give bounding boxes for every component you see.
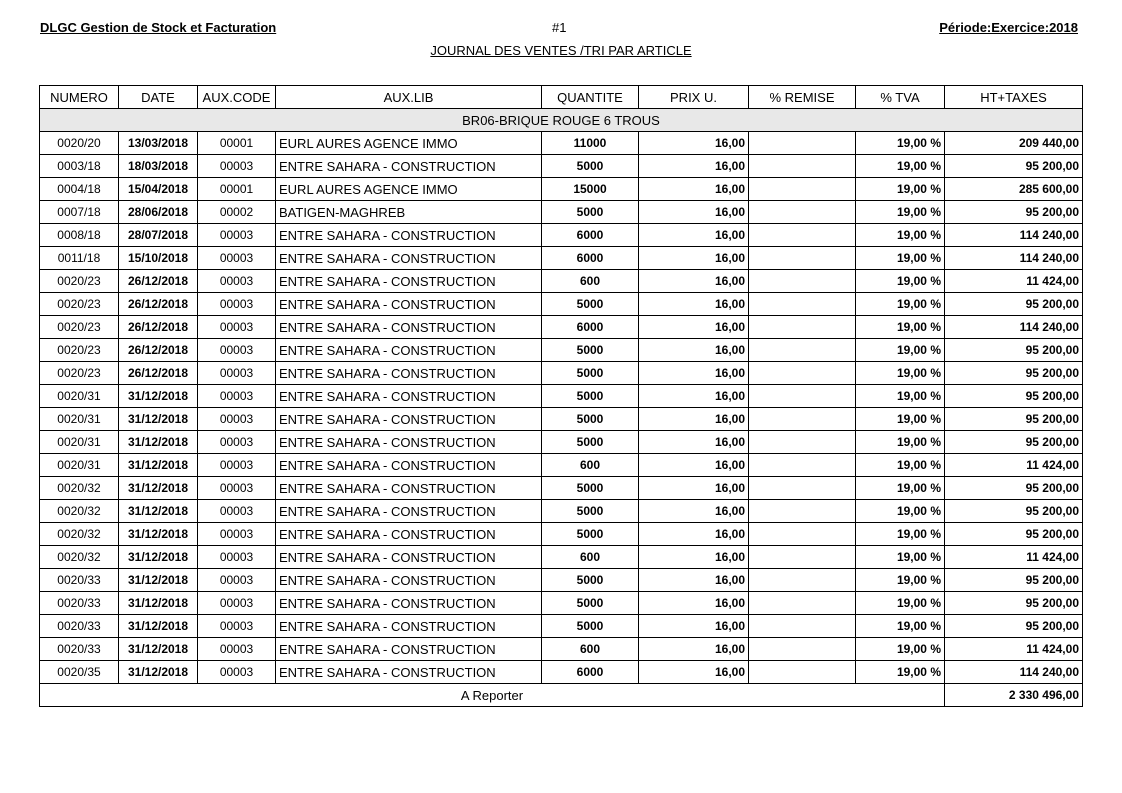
cell-numero: 0020/23 xyxy=(40,270,119,293)
table-row xyxy=(40,201,1083,224)
cell-prix-u: 16,00 xyxy=(639,316,749,339)
cell-tva: 19,00 % xyxy=(856,155,945,178)
col-header-numero: NUMERO xyxy=(40,86,119,109)
cell-date: 26/12/2018 xyxy=(119,293,198,316)
table-row xyxy=(40,293,1083,316)
cell-prix-u: 16,00 xyxy=(639,339,749,362)
table-row xyxy=(40,500,1083,523)
cell-aux-code: 00003 xyxy=(198,362,276,385)
cell-aux-lib: ENTRE SAHARA - CONSTRUCTION xyxy=(276,661,542,684)
cell-tva: 19,00 % xyxy=(856,569,945,592)
col-header-quantite: QUANTITE xyxy=(542,86,639,109)
cell-date: 13/03/2018 xyxy=(119,132,198,155)
table-row xyxy=(40,661,1083,684)
cell-aux-code: 00003 xyxy=(198,316,276,339)
cell-quantite: 5000 xyxy=(542,362,639,385)
cell-aux-lib: ENTRE SAHARA - CONSTRUCTION xyxy=(276,316,542,339)
cell-aux-code: 00003 xyxy=(198,500,276,523)
cell-tva: 19,00 % xyxy=(856,615,945,638)
cell-ht-taxes: 95 200,00 xyxy=(945,477,1083,500)
cell-date: 18/03/2018 xyxy=(119,155,198,178)
cell-aux-lib: ENTRE SAHARA - CONSTRUCTION xyxy=(276,454,542,477)
cell-tva: 19,00 % xyxy=(856,592,945,615)
table-footer-row xyxy=(40,684,1083,707)
cell-remise xyxy=(749,569,856,592)
table-row xyxy=(40,454,1083,477)
cell-tva: 19,00 % xyxy=(856,638,945,661)
cell-aux-lib: EURL AURES AGENCE IMMO xyxy=(276,132,542,155)
cell-prix-u: 16,00 xyxy=(639,431,749,454)
cell-aux-lib: ENTRE SAHARA - CONSTRUCTION xyxy=(276,408,542,431)
table-row xyxy=(40,385,1083,408)
cell-aux-lib: ENTRE SAHARA - CONSTRUCTION xyxy=(276,339,542,362)
cell-quantite: 5000 xyxy=(542,385,639,408)
cell-prix-u: 16,00 xyxy=(639,546,749,569)
cell-tva: 19,00 % xyxy=(856,247,945,270)
cell-prix-u: 16,00 xyxy=(639,247,749,270)
table-row xyxy=(40,178,1083,201)
cell-remise xyxy=(749,592,856,615)
cell-aux-lib: ENTRE SAHARA - CONSTRUCTION xyxy=(276,362,542,385)
carry-forward-label: A Reporter xyxy=(40,684,945,707)
cell-prix-u: 16,00 xyxy=(639,615,749,638)
table-row xyxy=(40,362,1083,385)
cell-ht-taxes: 95 200,00 xyxy=(945,431,1083,454)
cell-numero: 0020/33 xyxy=(40,615,119,638)
cell-ht-taxes: 114 240,00 xyxy=(945,224,1083,247)
cell-quantite: 15000 xyxy=(542,178,639,201)
cell-prix-u: 16,00 xyxy=(639,454,749,477)
cell-date: 31/12/2018 xyxy=(119,454,198,477)
cell-aux-lib: EURL AURES AGENCE IMMO xyxy=(276,178,542,201)
cell-remise xyxy=(749,477,856,500)
cell-aux-lib: ENTRE SAHARA - CONSTRUCTION xyxy=(276,293,542,316)
cell-numero: 0020/32 xyxy=(40,477,119,500)
cell-prix-u: 16,00 xyxy=(639,155,749,178)
cell-remise xyxy=(749,316,856,339)
col-header-ht-taxes: HT+TAXES xyxy=(945,86,1083,109)
cell-tva: 19,00 % xyxy=(856,500,945,523)
cell-tva: 19,00 % xyxy=(856,454,945,477)
cell-ht-taxes: 95 200,00 xyxy=(945,293,1083,316)
cell-numero: 0020/33 xyxy=(40,638,119,661)
cell-numero: 0020/31 xyxy=(40,408,119,431)
cell-numero: 0011/18 xyxy=(40,247,119,270)
cell-aux-lib: ENTRE SAHARA - CONSTRUCTION xyxy=(276,247,542,270)
cell-numero: 0020/35 xyxy=(40,661,119,684)
cell-aux-lib: ENTRE SAHARA - CONSTRUCTION xyxy=(276,224,542,247)
cell-aux-code: 00003 xyxy=(198,224,276,247)
cell-date: 28/07/2018 xyxy=(119,224,198,247)
table-row xyxy=(40,316,1083,339)
col-header-aux-lib: AUX.LIB xyxy=(276,86,542,109)
cell-aux-lib: ENTRE SAHARA - CONSTRUCTION xyxy=(276,155,542,178)
cell-date: 31/12/2018 xyxy=(119,408,198,431)
table-row xyxy=(40,247,1083,270)
cell-remise xyxy=(749,385,856,408)
group-header-row xyxy=(40,109,1083,132)
cell-numero: 0007/18 xyxy=(40,201,119,224)
cell-prix-u: 16,00 xyxy=(639,661,749,684)
cell-aux-code: 00003 xyxy=(198,339,276,362)
cell-quantite: 5000 xyxy=(542,500,639,523)
cell-ht-taxes: 95 200,00 xyxy=(945,615,1083,638)
cell-date: 31/12/2018 xyxy=(119,638,198,661)
cell-quantite: 5000 xyxy=(542,477,639,500)
cell-date: 15/10/2018 xyxy=(119,247,198,270)
app-title: DLGC Gestion de Stock et Facturation xyxy=(40,20,277,35)
cell-aux-lib: ENTRE SAHARA - CONSTRUCTION xyxy=(276,592,542,615)
cell-ht-taxes: 114 240,00 xyxy=(945,247,1083,270)
cell-ht-taxes: 95 200,00 xyxy=(945,201,1083,224)
table-row xyxy=(40,638,1083,661)
cell-remise xyxy=(749,270,856,293)
cell-prix-u: 16,00 xyxy=(639,224,749,247)
cell-numero: 0020/33 xyxy=(40,569,119,592)
cell-aux-code: 00003 xyxy=(198,477,276,500)
cell-ht-taxes: 11 424,00 xyxy=(945,454,1083,477)
col-header-prix-u: PRIX U. xyxy=(639,86,749,109)
table-row xyxy=(40,546,1083,569)
cell-date: 26/12/2018 xyxy=(119,270,198,293)
page-number: #1 xyxy=(552,20,567,35)
cell-remise xyxy=(749,615,856,638)
table-header-row xyxy=(40,86,1083,109)
cell-ht-taxes: 11 424,00 xyxy=(945,546,1083,569)
cell-prix-u: 16,00 xyxy=(639,385,749,408)
cell-quantite: 5000 xyxy=(542,293,639,316)
cell-date: 31/12/2018 xyxy=(119,385,198,408)
cell-remise xyxy=(749,431,856,454)
cell-numero: 0020/31 xyxy=(40,385,119,408)
cell-remise xyxy=(749,661,856,684)
sales-journal-table xyxy=(39,85,1083,707)
cell-ht-taxes: 95 200,00 xyxy=(945,408,1083,431)
cell-remise xyxy=(749,247,856,270)
cell-numero: 0020/32 xyxy=(40,546,119,569)
cell-aux-code: 00003 xyxy=(198,592,276,615)
cell-tva: 19,00 % xyxy=(856,270,945,293)
col-header-tva: % TVA xyxy=(856,86,945,109)
cell-aux-code: 00003 xyxy=(198,385,276,408)
cell-remise xyxy=(749,201,856,224)
table-row xyxy=(40,339,1083,362)
cell-aux-lib: ENTRE SAHARA - CONSTRUCTION xyxy=(276,638,542,661)
cell-quantite: 6000 xyxy=(542,247,639,270)
cell-prix-u: 16,00 xyxy=(639,500,749,523)
cell-date: 31/12/2018 xyxy=(119,615,198,638)
cell-tva: 19,00 % xyxy=(856,224,945,247)
cell-quantite: 5000 xyxy=(542,408,639,431)
cell-ht-taxes: 95 200,00 xyxy=(945,362,1083,385)
cell-aux-code: 00003 xyxy=(198,569,276,592)
cell-tva: 19,00 % xyxy=(856,408,945,431)
cell-ht-taxes: 95 200,00 xyxy=(945,523,1083,546)
cell-tva: 19,00 % xyxy=(856,661,945,684)
cell-ht-taxes: 95 200,00 xyxy=(945,500,1083,523)
cell-aux-lib: ENTRE SAHARA - CONSTRUCTION xyxy=(276,523,542,546)
cell-aux-code: 00003 xyxy=(198,546,276,569)
cell-tva: 19,00 % xyxy=(856,178,945,201)
cell-quantite: 6000 xyxy=(542,661,639,684)
cell-ht-taxes: 209 440,00 xyxy=(945,132,1083,155)
cell-ht-taxes: 95 200,00 xyxy=(945,339,1083,362)
cell-quantite: 5000 xyxy=(542,592,639,615)
cell-remise xyxy=(749,638,856,661)
table-row xyxy=(40,431,1083,454)
cell-remise xyxy=(749,546,856,569)
cell-tva: 19,00 % xyxy=(856,201,945,224)
cell-ht-taxes: 114 240,00 xyxy=(945,316,1083,339)
cell-tva: 19,00 % xyxy=(856,477,945,500)
cell-quantite: 5000 xyxy=(542,431,639,454)
cell-date: 31/12/2018 xyxy=(119,546,198,569)
cell-remise xyxy=(749,339,856,362)
cell-numero: 0020/31 xyxy=(40,454,119,477)
cell-quantite: 5000 xyxy=(542,523,639,546)
table-row xyxy=(40,224,1083,247)
cell-quantite: 5000 xyxy=(542,569,639,592)
cell-ht-taxes: 114 240,00 xyxy=(945,661,1083,684)
cell-aux-lib: BATIGEN-MAGHREB xyxy=(276,201,542,224)
table-row xyxy=(40,615,1083,638)
cell-aux-code: 00003 xyxy=(198,638,276,661)
cell-numero: 0004/18 xyxy=(40,178,119,201)
cell-ht-taxes: 95 200,00 xyxy=(945,569,1083,592)
cell-date: 31/12/2018 xyxy=(119,500,198,523)
table-row xyxy=(40,523,1083,546)
cell-date: 31/12/2018 xyxy=(119,592,198,615)
cell-remise xyxy=(749,224,856,247)
cell-numero: 0020/32 xyxy=(40,523,119,546)
cell-aux-lib: ENTRE SAHARA - CONSTRUCTION xyxy=(276,477,542,500)
cell-prix-u: 16,00 xyxy=(639,178,749,201)
cell-date: 31/12/2018 xyxy=(119,523,198,546)
cell-quantite: 11000 xyxy=(542,132,639,155)
cell-numero: 0020/23 xyxy=(40,362,119,385)
cell-quantite: 5000 xyxy=(542,201,639,224)
cell-aux-code: 00002 xyxy=(198,201,276,224)
cell-prix-u: 16,00 xyxy=(639,201,749,224)
cell-aux-code: 00003 xyxy=(198,454,276,477)
cell-remise xyxy=(749,132,856,155)
cell-tva: 19,00 % xyxy=(856,431,945,454)
cell-aux-code: 00001 xyxy=(198,132,276,155)
col-header-remise: % REMISE xyxy=(749,86,856,109)
group-label: BR06-BRIQUE ROUGE 6 TROUS xyxy=(40,109,1083,132)
period-label: Période:Exercice:2018 xyxy=(939,20,1078,35)
cell-tva: 19,00 % xyxy=(856,316,945,339)
cell-remise xyxy=(749,362,856,385)
table-row xyxy=(40,132,1083,155)
col-header-date: DATE xyxy=(119,86,198,109)
cell-quantite: 600 xyxy=(542,546,639,569)
cell-remise xyxy=(749,293,856,316)
cell-tva: 19,00 % xyxy=(856,339,945,362)
cell-remise xyxy=(749,454,856,477)
cell-aux-code: 00003 xyxy=(198,615,276,638)
cell-prix-u: 16,00 xyxy=(639,293,749,316)
cell-date: 28/06/2018 xyxy=(119,201,198,224)
cell-prix-u: 16,00 xyxy=(639,270,749,293)
cell-prix-u: 16,00 xyxy=(639,592,749,615)
cell-aux-code: 00003 xyxy=(198,408,276,431)
table-row xyxy=(40,569,1083,592)
cell-date: 31/12/2018 xyxy=(119,477,198,500)
table-row xyxy=(40,155,1083,178)
cell-prix-u: 16,00 xyxy=(639,408,749,431)
cell-aux-code: 00003 xyxy=(198,661,276,684)
cell-quantite: 600 xyxy=(542,270,639,293)
cell-quantite: 600 xyxy=(542,454,639,477)
cell-numero: 0003/18 xyxy=(40,155,119,178)
cell-remise xyxy=(749,178,856,201)
cell-quantite: 5000 xyxy=(542,155,639,178)
cell-quantite: 600 xyxy=(542,638,639,661)
cell-date: 26/12/2018 xyxy=(119,316,198,339)
cell-remise xyxy=(749,408,856,431)
cell-numero: 0020/20 xyxy=(40,132,119,155)
cell-numero: 0020/23 xyxy=(40,316,119,339)
cell-quantite: 5000 xyxy=(542,615,639,638)
cell-date: 31/12/2018 xyxy=(119,661,198,684)
table-row xyxy=(40,592,1083,615)
cell-numero: 0020/31 xyxy=(40,431,119,454)
cell-numero: 0008/18 xyxy=(40,224,119,247)
carry-forward-total: 2 330 496,00 xyxy=(945,684,1083,707)
table-row xyxy=(40,270,1083,293)
cell-numero: 0020/32 xyxy=(40,500,119,523)
cell-prix-u: 16,00 xyxy=(639,477,749,500)
cell-aux-lib: ENTRE SAHARA - CONSTRUCTION xyxy=(276,385,542,408)
cell-prix-u: 16,00 xyxy=(639,132,749,155)
cell-ht-taxes: 11 424,00 xyxy=(945,270,1083,293)
cell-tva: 19,00 % xyxy=(856,132,945,155)
cell-numero: 0020/23 xyxy=(40,293,119,316)
cell-ht-taxes: 95 200,00 xyxy=(945,592,1083,615)
cell-remise xyxy=(749,523,856,546)
cell-ht-taxes: 95 200,00 xyxy=(945,385,1083,408)
cell-numero: 0020/23 xyxy=(40,339,119,362)
cell-aux-code: 00003 xyxy=(198,247,276,270)
cell-aux-lib: ENTRE SAHARA - CONSTRUCTION xyxy=(276,569,542,592)
cell-date: 15/04/2018 xyxy=(119,178,198,201)
table-row xyxy=(40,408,1083,431)
cell-aux-code: 00003 xyxy=(198,523,276,546)
cell-date: 26/12/2018 xyxy=(119,362,198,385)
cell-tva: 19,00 % xyxy=(856,362,945,385)
cell-quantite: 6000 xyxy=(542,224,639,247)
cell-prix-u: 16,00 xyxy=(639,569,749,592)
cell-tva: 19,00 % xyxy=(856,546,945,569)
cell-tva: 19,00 % xyxy=(856,385,945,408)
cell-quantite: 6000 xyxy=(542,316,639,339)
table-row xyxy=(40,477,1083,500)
cell-date: 31/12/2018 xyxy=(119,431,198,454)
cell-quantite: 5000 xyxy=(542,339,639,362)
cell-aux-lib: ENTRE SAHARA - CONSTRUCTION xyxy=(276,546,542,569)
cell-aux-lib: ENTRE SAHARA - CONSTRUCTION xyxy=(276,500,542,523)
cell-remise xyxy=(749,500,856,523)
cell-ht-taxes: 11 424,00 xyxy=(945,638,1083,661)
cell-date: 26/12/2018 xyxy=(119,339,198,362)
report-title: JOURNAL DES VENTES /TRI PAR ARTICLE xyxy=(430,43,692,58)
col-header-aux-code: AUX.CODE xyxy=(198,86,276,109)
cell-tva: 19,00 % xyxy=(856,523,945,546)
cell-aux-code: 00001 xyxy=(198,178,276,201)
cell-prix-u: 16,00 xyxy=(639,638,749,661)
cell-aux-lib: ENTRE SAHARA - CONSTRUCTION xyxy=(276,270,542,293)
cell-prix-u: 16,00 xyxy=(639,362,749,385)
cell-prix-u: 16,00 xyxy=(639,523,749,546)
cell-aux-code: 00003 xyxy=(198,270,276,293)
cell-tva: 19,00 % xyxy=(856,293,945,316)
cell-aux-code: 00003 xyxy=(198,431,276,454)
cell-numero: 0020/33 xyxy=(40,592,119,615)
cell-aux-lib: ENTRE SAHARA - CONSTRUCTION xyxy=(276,615,542,638)
cell-date: 31/12/2018 xyxy=(119,569,198,592)
cell-aux-code: 00003 xyxy=(198,293,276,316)
cell-ht-taxes: 95 200,00 xyxy=(945,155,1083,178)
cell-aux-lib: ENTRE SAHARA - CONSTRUCTION xyxy=(276,431,542,454)
cell-aux-code: 00003 xyxy=(198,155,276,178)
cell-remise xyxy=(749,155,856,178)
cell-ht-taxes: 285 600,00 xyxy=(945,178,1083,201)
